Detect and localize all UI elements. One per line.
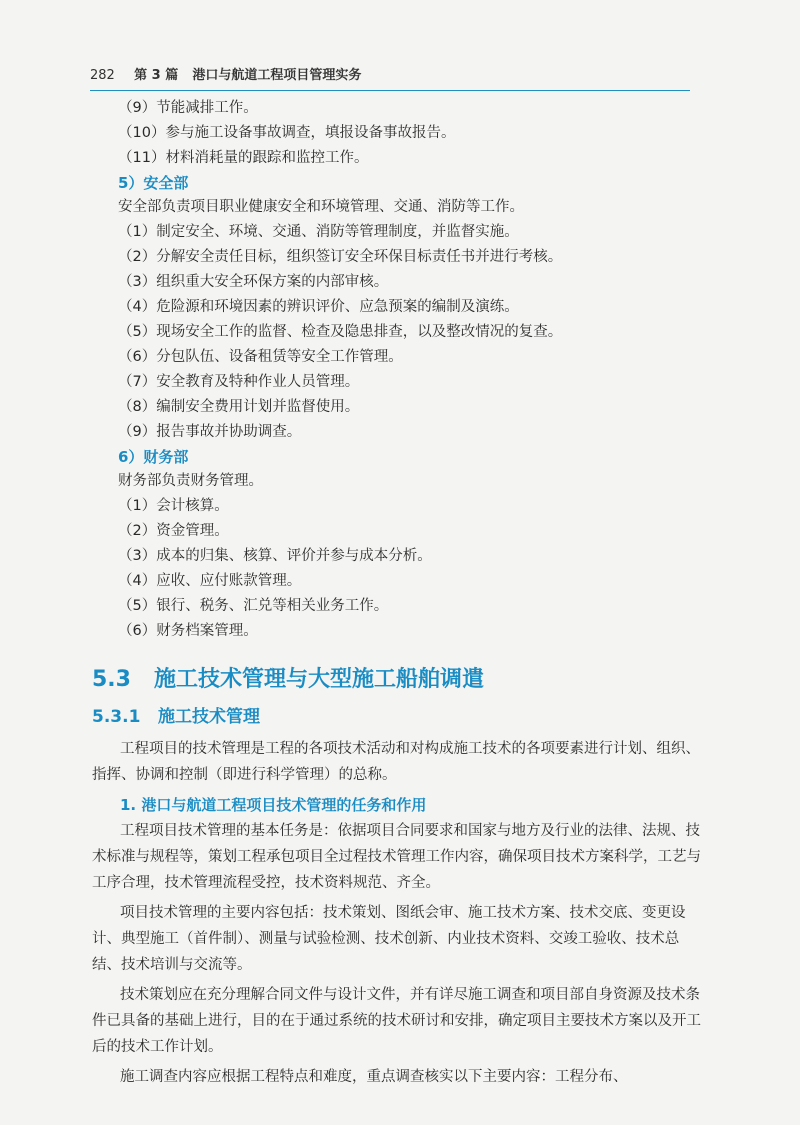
subsection-title: 施工技术管理 [158,707,260,727]
book-part-title: 港口与航道工程项目管理实务 [192,68,362,83]
safety-intro: 安全部负责项目职业健康安全和环境管理、交通、消防等工作。 [118,199,524,215]
list-item: （8）编制安全费用计划并监督使用。 [118,399,360,415]
finance-intro: 财务部负责财务管理。 [118,473,263,489]
list-item: （3）成本的归集、核算、评价并参与成本分析。 [118,548,432,564]
section-heading [92,662,484,693]
list-item: （9）节能减排工作。 [118,100,258,116]
running-header [90,66,690,91]
list-item: （3）组织重大安全环保方案的内部审核。 [118,274,389,290]
list-item: （6）财务档案管理。 [118,623,258,639]
safety-heading: 5）安全部 [118,174,189,192]
page-number: 282 [90,68,115,83]
subheading: 1. 港口与航道工程项目技术管理的任务和作用 [120,796,427,814]
body-text [92,736,702,1094]
list-item: （2）分解安全责任目标，组织签订安全环保目标责任书并进行考核。 [118,249,563,265]
subsection-number: 5.3.1 [92,707,141,727]
list-item: （11）材料消耗量的跟踪和监控工作。 [118,150,369,166]
paragraph: 技术策划应在充分理解合同文件与设计文件，并有详尽施工调查和项目部自身资源及技术条件已具备的基础上进行，目的在于通过系统的技术研讨和安排，确定项目主要技术方案以及开工后的技术工作计划。 [92,987,701,1055]
finance-heading: 6）财务部 [118,448,189,466]
list-item: （5）银行、税务、汇兑等相关业务工作。 [118,598,389,614]
list-item: （9）报告事故并协助调查。 [118,424,302,440]
paragraph: 工程项目技术管理的基本任务是：依据项目合同要求和国家与地方及行业的法律、法规、技术标准与规程等，策划工程承包项目全过程技术管理工作内容，确保项目技术方案科学，工艺与工序合理，技术管理流程受控，技术资料规范、齐全。 [92,823,701,891]
list-item: （5）现场安全工作的监督、检查及隐患排查，以及整改情况的复查。 [118,324,563,340]
list-item: （1）会计核算。 [118,498,229,514]
list-item: （2）资金管理。 [118,523,229,539]
list-item: （4）应收、应付账款管理。 [118,573,302,589]
list-item: （6）分包队伍、设备租赁等安全工作管理。 [118,349,403,365]
list-item: （4）危险源和环境因素的辨识评价、应急预案的编制及演练。 [118,299,519,315]
list-item: （10）参与施工设备事故调查，填报设备事故报告。 [118,125,456,141]
list-item: （7）安全教育及特种作业人员管理。 [118,374,360,390]
paragraph: 工程项目的技术管理是工程的各项技术活动和对构成施工技术的各项要素进行计划、组织、指挥、协调和控制（即进行科学管理）的总称。 [92,741,700,783]
paragraph: 项目技术管理的主要内容包括：技术策划、图纸会审、施工技术方案、技术交底、变更设计、典型施工（首件制）、测量与试验检测、技术创新、内业技术资料、交竣工验收、技术总结、技术培训与交流等。 [92,905,686,973]
list-item: （1）制定安全、环境、交通、消防等管理制度，并监督实施。 [118,224,519,240]
subsection-heading [92,702,260,727]
list-content [118,96,702,644]
section-title: 施工技术管理与大型施工船舶调遣 [154,667,485,692]
part-label: 第 3 篇 [134,68,179,83]
paragraph: 施工调查内容应根据工程特点和难度，重点调查核实以下主要内容：工程分布、 [120,1069,628,1085]
section-number: 5.3 [92,667,131,692]
